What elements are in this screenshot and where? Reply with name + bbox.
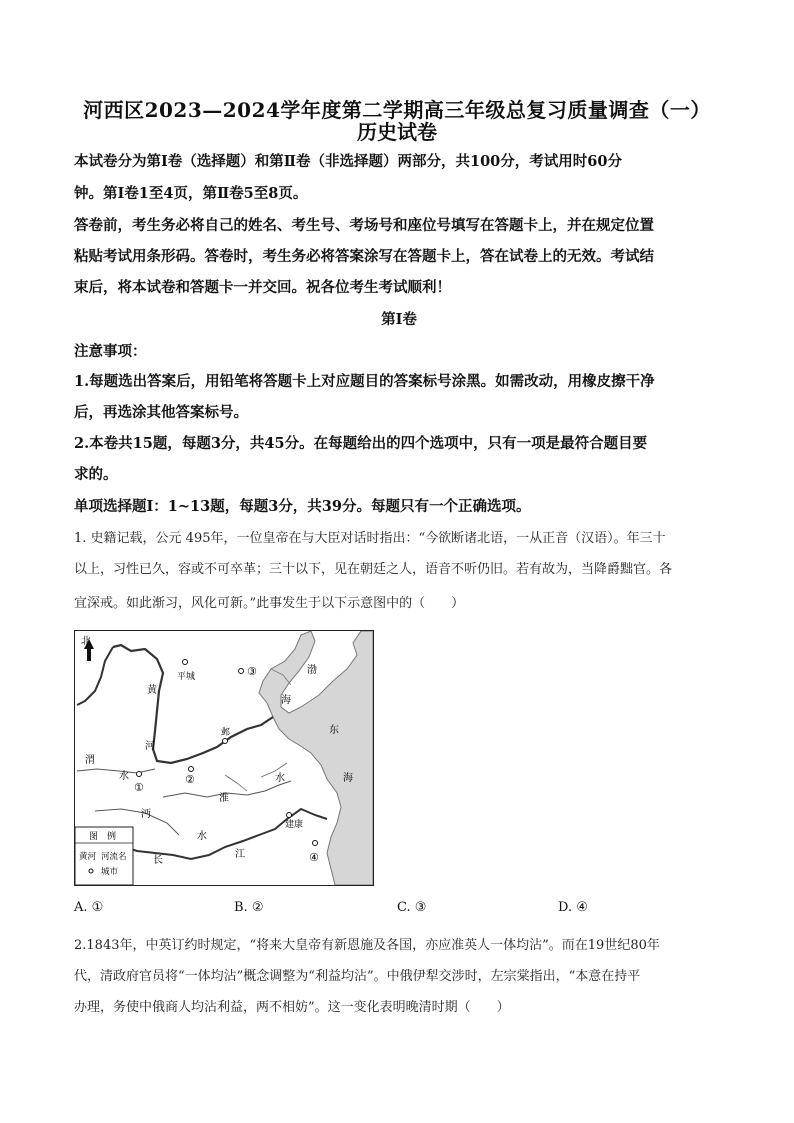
legend-city-icon (89, 869, 93, 873)
notes-item: 后，再选涂其他答案标号。 (74, 404, 248, 421)
yellow-river (113, 645, 273, 763)
notes-item: 1.每题选出答案后，用铅笔将答题卡上对应题目的答案标号涂黑。如需改动，用橡皮擦干净 (74, 373, 655, 390)
legend-city-label: 城市 (101, 867, 119, 877)
exam-title: 河西区2023—2024学年度第二学期高三年级总复习质量调查（一） (83, 98, 711, 122)
sea-east-label: 海 (343, 773, 353, 784)
notes-item: 求的。 (74, 466, 118, 483)
marker-2-label: ② (185, 773, 195, 786)
intro-line: 答卷前，考生务必将自己的姓名、考生号、考场号和座位号填写在答题卡上，并在规定位置 (74, 217, 654, 234)
notes-heading: 注意事项： (74, 343, 147, 360)
river-huai-shui-label: 水 (275, 773, 285, 784)
exam-subject: 历史试卷 (357, 120, 437, 144)
notes-item: 2.本卷共15题，每题3分，共45分。在每题给出的四个选项中，只有一项是最符合题目要 (74, 435, 648, 452)
city-2-marker (189, 767, 194, 772)
single-choice-heading: 单项选择题Ⅰ：1~13题，每题3分，共39分。每题只有一个正确选项。 (74, 498, 531, 515)
question-1-text: 1. 史籍记载，公元 495年，一位皇帝在与大臣对话时指出：“今欲断诸北语，一从正音（汉语）。年三十 (74, 531, 666, 546)
sea-bohai-label: 渤 (307, 665, 317, 676)
marker-4-label: ④ (309, 851, 319, 864)
wei-river (77, 769, 155, 773)
city-ye-label: 邺 (221, 728, 231, 738)
city-4-marker (313, 841, 318, 846)
city-jiankang-marker (287, 813, 292, 818)
question-2-text: 代，清政府官员将“一体均沾”概念调整为“利益均沾”。中俄伊犁交涉时，左宗棠指出，“本意在持平 (74, 969, 641, 984)
intro-line: 粘贴考试用条形码。答卷时，考生务必将答案涂写在答题卡上，答在试卷上的无效。考试结 (74, 248, 654, 265)
historical-map (74, 630, 374, 886)
river-huang-label: 黄 (147, 685, 157, 696)
city-3-marker (239, 669, 244, 674)
intro-line: 本试卷分为第Ⅰ卷（选择题）和第Ⅱ卷（非选择题）两部分，共100分，考试用时60分 (74, 153, 622, 170)
option-b[interactable]: B. ② (234, 900, 264, 915)
city-1-marker (137, 772, 142, 777)
legend-title: 图 例 (89, 832, 117, 842)
question-2-text: 办理，务使中俄商人均沾利益，两不相妨”。这一变化表明晚清时期（ ） (74, 1000, 510, 1015)
city-ye-marker (223, 739, 228, 744)
sea-east-label: 东 (329, 725, 339, 736)
river-huai-label: 淮 (219, 793, 229, 804)
intro-line: 束后，将本试卷和答题卡一并交回。祝各位考生考试顺利！ (74, 279, 451, 296)
north-label: 北 (81, 636, 91, 647)
city-jiankang-label: 建康 (285, 820, 304, 830)
marker-1-label: ① (134, 781, 144, 794)
river-mian-shui-label: 水 (197, 831, 207, 842)
question-1-text: 宜深戒。如此渐习，风化可新。”此事发生于以下示意图中的（ ） (74, 596, 465, 611)
legend-river-name: 河流名 (101, 852, 127, 862)
question-1-text: 以上，习性已久，容或不可卒革；三十以下，见在朝廷之人，语音不听仍旧。若有故为，当降爵黜官。各 (74, 562, 673, 577)
river-wei-shui-label: 水 (119, 771, 129, 782)
intro-line: 钟。第Ⅰ卷1至4页，第Ⅱ卷5至8页。 (74, 185, 308, 202)
city-pingcheng-label: 平城 (177, 672, 196, 682)
city-pingcheng-marker (183, 660, 188, 665)
river-chang-label: 长 (153, 855, 163, 866)
question-1-options (74, 900, 724, 918)
river-wei-label: 渭 (85, 755, 95, 766)
marker-3-label: ③ (247, 665, 257, 678)
option-a[interactable]: A. ① (74, 900, 104, 915)
question-2-text: 2.1843年，中英订约时规定，“将来大皇帝有新恩施及各国，亦应准英人一体均沾”。而在19世纪80年 (74, 938, 660, 953)
river-he-label: 河 (145, 741, 155, 752)
river-mian-label: 沔 (141, 809, 151, 820)
option-c[interactable]: C. ③ (397, 900, 427, 915)
section-title: 第Ⅰ卷 (381, 311, 417, 328)
river-jiang-label: 江 (235, 849, 245, 860)
legend-river-sample: 黄河 (79, 852, 97, 862)
option-d[interactable]: D. ④ (558, 900, 588, 915)
sea-bohai-label: 海 (281, 695, 291, 706)
